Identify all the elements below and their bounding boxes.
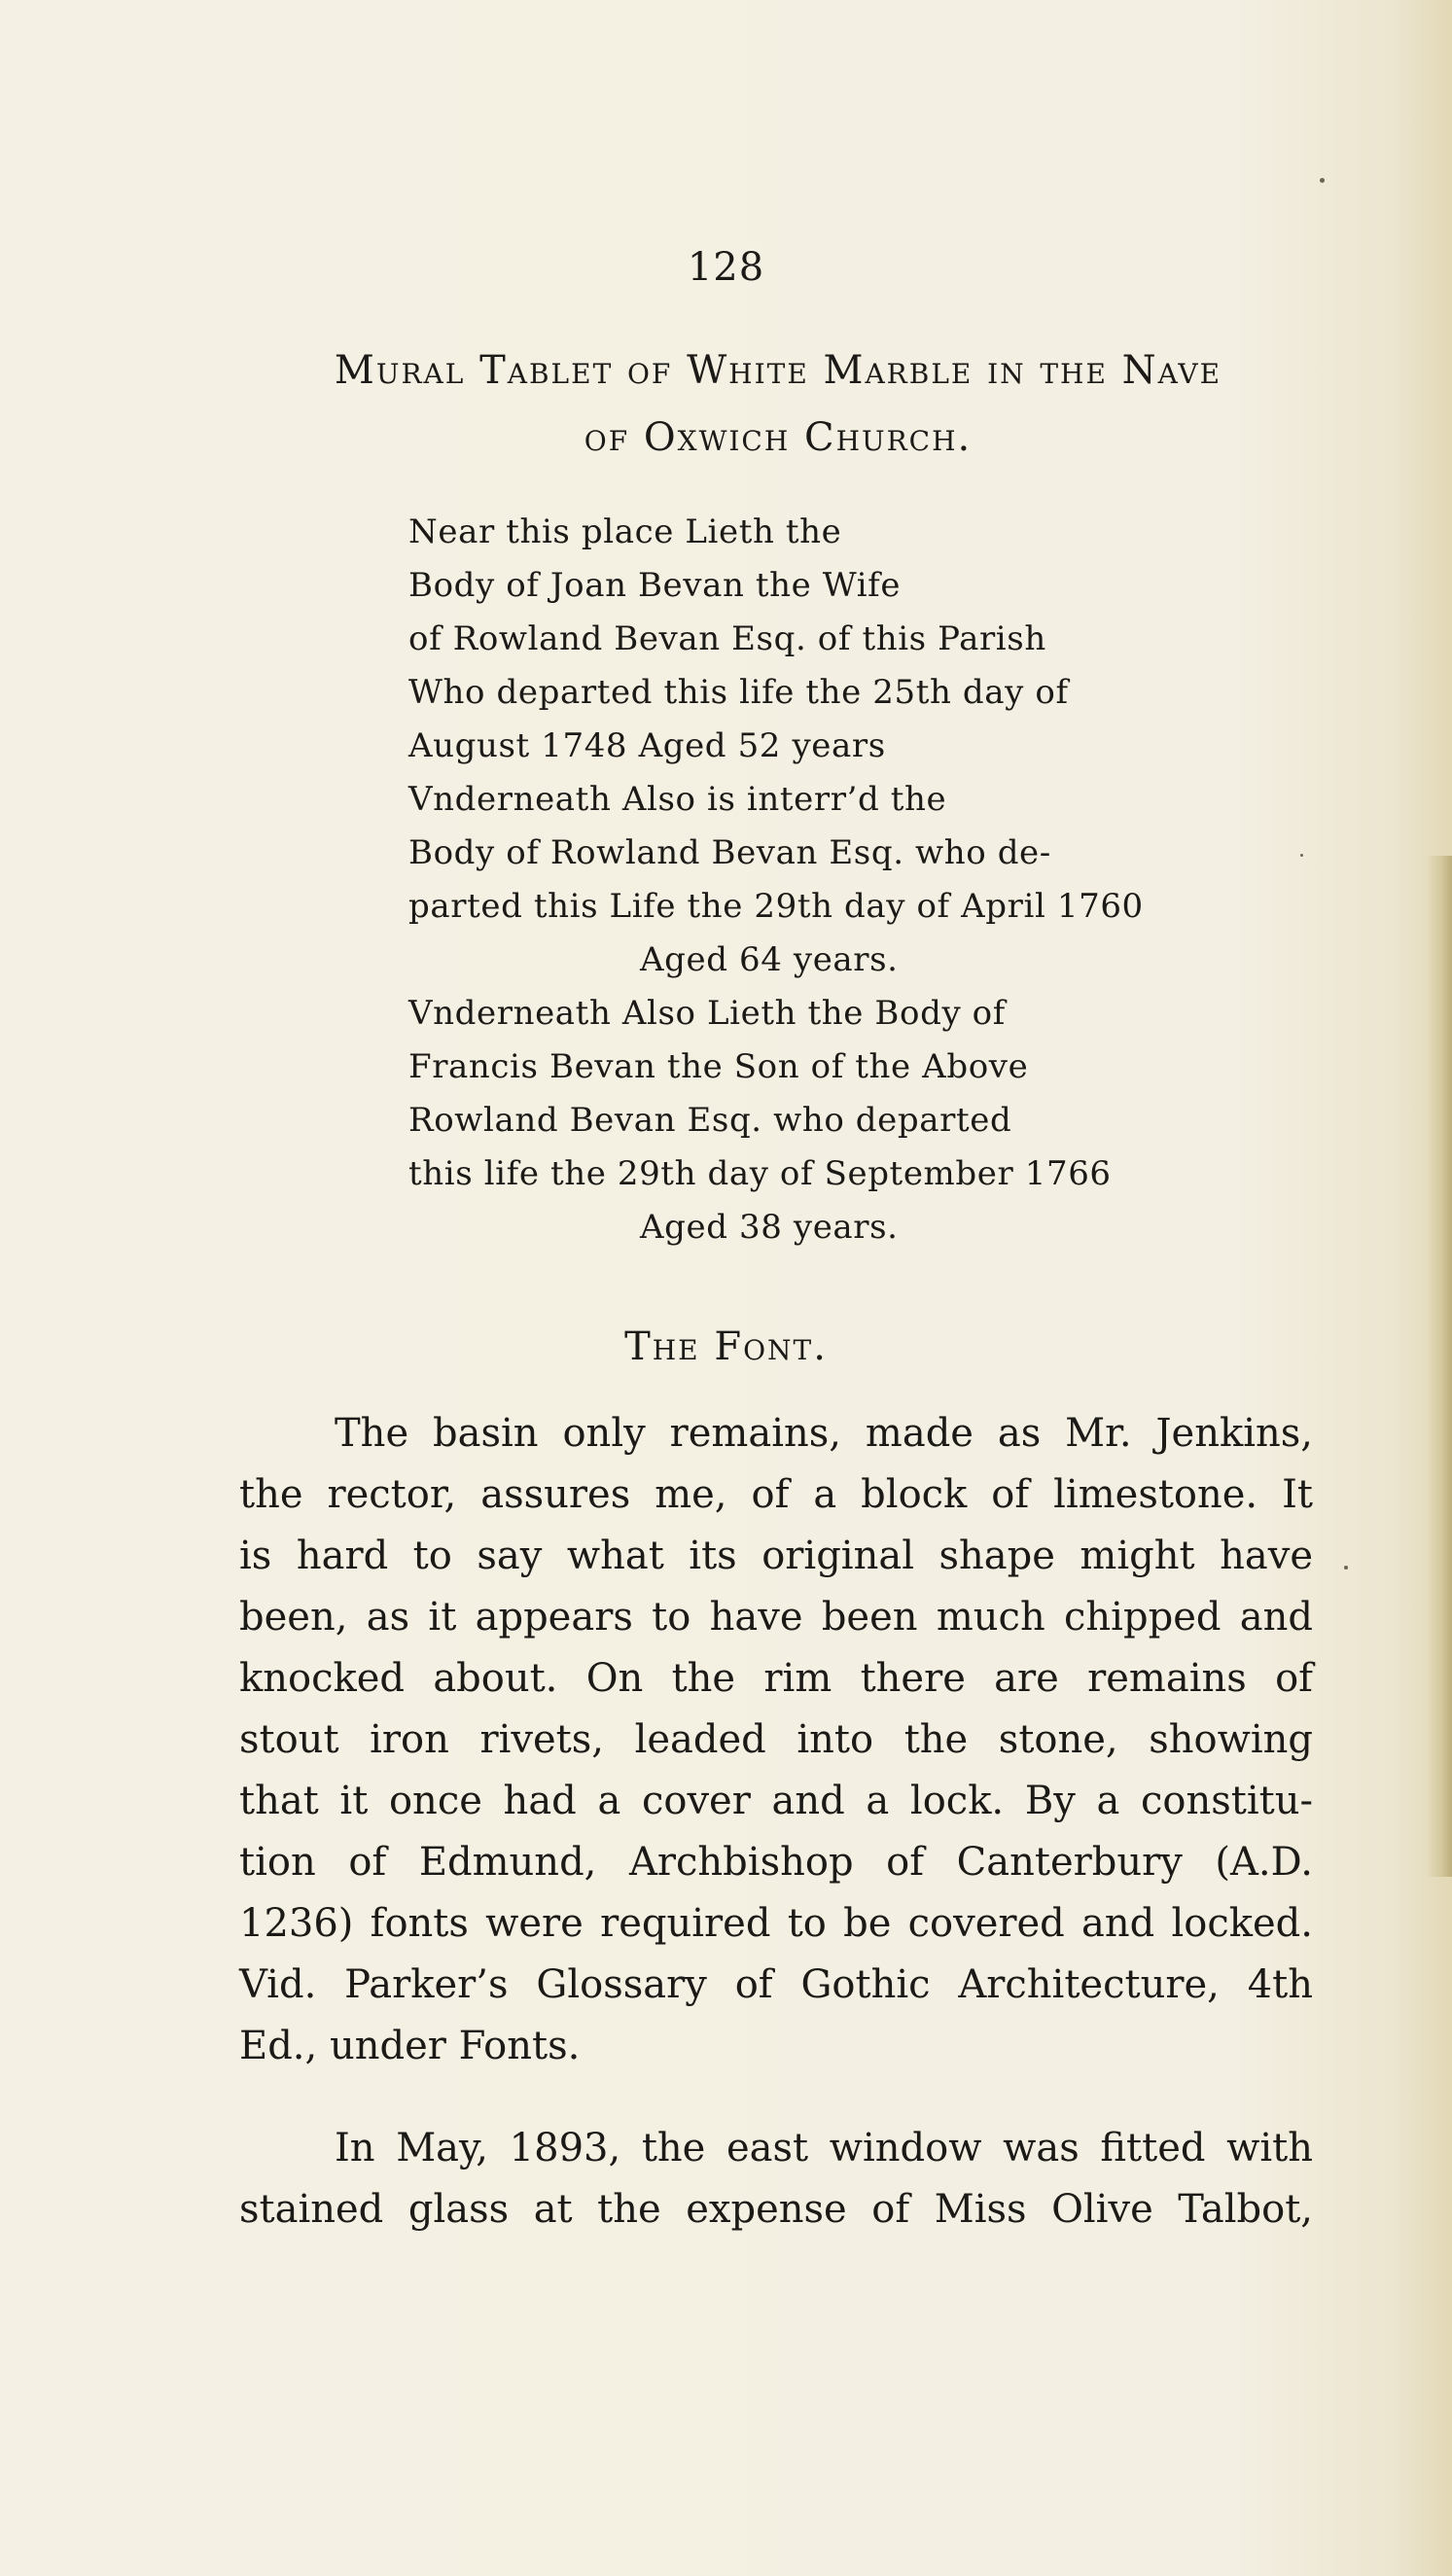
inscription-line: Near this place Lieth the (408, 512, 842, 551)
inscription-line: Aged 64 years. (640, 940, 899, 979)
inscription-line: Rowland Bevan Esq. who departed (408, 1101, 1012, 1140)
paragraph-line: the rector, assures me, of a block of limestone. It (239, 1472, 1313, 1517)
paragraph-line: 1236) fonts were required to be covered and locked. (239, 1901, 1313, 1946)
inscription-line: Body of Rowland Bevan Esq. who de- (408, 833, 1051, 872)
inscription-line: Francis Bevan the Son of the Above (408, 1047, 1029, 1086)
inscription-line: Vnderneath Also is interr’d the (408, 780, 947, 819)
paragraph-line: Ed., under Fonts. (239, 2024, 581, 2068)
paragraph-line: that it once had a cover and a lock. By a constitu- (239, 1779, 1313, 1823)
inscription-line: August 1748 Aged 52 years (408, 726, 886, 765)
heading-line-1 (195, 336, 1362, 405)
inscription-line: this life the 29th day of September 1766 (408, 1154, 1112, 1193)
paragraph-line: knocked about. On the rim there are remains of (239, 1656, 1313, 1701)
paragraph-line: tion of Edmund, Archbishop of Canterbury (A.D. (239, 1840, 1313, 1885)
paragraph-line: is hard to say what its original shape might have (239, 1534, 1313, 1578)
paragraph-line: Vid. Parker’s Glossary of Gothic Architecture, 4th (239, 1962, 1313, 2007)
ink-speck (1344, 1566, 1348, 1570)
heading-text-1: Mural Tablet of White Marble in the Nave (334, 348, 1222, 393)
paragraph-line: been, as it appears to have been much chipped and (239, 1595, 1313, 1640)
section-title-font: The Font. (624, 1324, 828, 1369)
inscription-line: of Rowland Bevan Esq. of this Parish (408, 619, 1046, 658)
paragraph-line: In May, 1893, the east window was fitted with (335, 2126, 1313, 2170)
paragraph-line: stout iron rivets, leaded into the stone, showing (239, 1717, 1313, 1762)
tablet-inscription (408, 506, 1284, 1254)
font-paragraph (239, 1403, 1313, 2077)
inscription-line: Body of Joan Bevan the Wife (408, 566, 902, 605)
inscription-line: Aged 38 years. (640, 1208, 899, 1247)
heading-line-2 (195, 404, 1362, 472)
paragraph-line: The basin only remains, made as Mr. Jenkins, (335, 1411, 1313, 1456)
ink-speck (1320, 178, 1325, 183)
inscription-line: parted this Life the 29th day of April 1760 (408, 887, 1144, 926)
window-paragraph (239, 2118, 1313, 2241)
inscription-line: Who departed this life the 25th day of (408, 673, 1069, 712)
page-number: 128 (687, 245, 765, 290)
paragraph-line: stained glass at the expense of Miss Olive Talbot, (239, 2187, 1313, 2232)
ink-speck (1300, 854, 1303, 857)
inscription-line: Vnderneath Also Lieth the Body of (408, 994, 1006, 1033)
heading-text-2: of Oxwich Church. (584, 415, 973, 460)
